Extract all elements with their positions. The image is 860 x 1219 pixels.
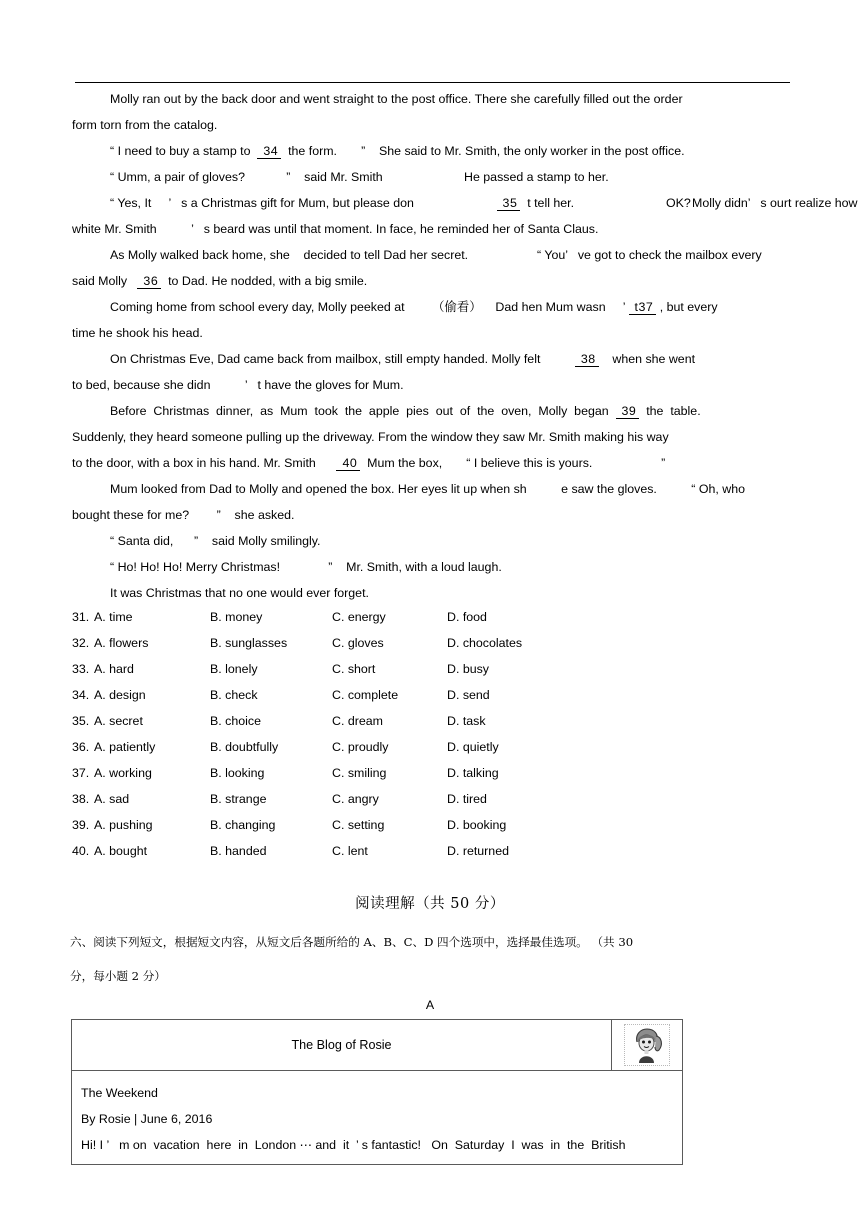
passage-text: to the door, with a box in his hand. Mr. Smith	[72, 456, 337, 470]
section-instructions-line-2: 分，每小题 2 分）	[70, 969, 166, 983]
option-choice-a[interactable]: A. working	[94, 766, 152, 780]
passage-text: time he shook his head.	[72, 326, 203, 340]
blog-table-header-row	[72, 1020, 682, 1071]
answer-blank-40[interactable]: 40	[336, 456, 360, 471]
passage-line	[72, 450, 794, 476]
option-choice-c[interactable]: C. complete	[332, 688, 399, 702]
answer-blank-34[interactable]: 34	[257, 144, 281, 159]
passage-overlay-text: OK?	[666, 196, 691, 210]
passage-line	[72, 424, 794, 450]
passage-line	[72, 398, 794, 424]
option-choice-c[interactable]: C. proudly	[332, 740, 389, 754]
option-choice-b[interactable]: B. looking	[210, 766, 265, 780]
option-number: 35.	[72, 714, 90, 728]
passage-text: t tell her.	[520, 196, 575, 210]
reading-passage-label: A	[425, 998, 435, 1012]
option-row	[72, 812, 632, 838]
option-choice-c[interactable]: C. dream	[332, 714, 383, 728]
blog-post-body	[72, 1071, 682, 1164]
option-choice-d[interactable]: D. tired	[447, 792, 487, 806]
option-row	[72, 838, 632, 864]
option-choice-c[interactable]: C. energy	[332, 610, 386, 624]
blog-post-title: The Weekend	[81, 1086, 158, 1100]
option-choice-b[interactable]: B. strange	[210, 792, 267, 806]
passage-text: the table.	[639, 404, 701, 418]
avatar	[624, 1024, 670, 1066]
passage-line	[72, 320, 794, 346]
section-title: 阅读理解（共 50 分）	[355, 896, 505, 912]
cloze-passage	[72, 86, 858, 606]
answer-blank-t37[interactable]: t37	[629, 300, 657, 315]
passage-text: form torn from the catalog.	[72, 118, 218, 132]
blog-title-cell	[72, 1020, 612, 1070]
answer-blank-39[interactable]: 39	[616, 404, 640, 419]
option-choice-d[interactable]: D. chocolates	[447, 636, 523, 650]
passage-text: Molly ran out by the back door and went straight to the post office. There she carefully filled out the order	[110, 92, 683, 106]
answer-blank-36[interactable]: 36	[137, 274, 161, 289]
option-choice-c[interactable]: C. short	[332, 662, 376, 676]
passage-text: Suddenly, they heard someone pulling up the driveway. From the window they saw Mr. Smith making his way	[72, 430, 669, 444]
option-choice-a[interactable]: A. bought	[94, 844, 148, 858]
passage-text: “ Umm, a pair of gloves? ” said Mr. Smith	[110, 170, 383, 184]
passage-text: “ Yes, It ’ s a Christmas gift for Mum, but please don	[110, 196, 497, 210]
option-choice-d[interactable]: D. task	[447, 714, 486, 728]
answer-blank-38[interactable]: 38	[575, 352, 599, 367]
passage-text: the form. ” She said to Mr. Smith, the only worker in the post office.	[281, 144, 685, 158]
passage-text: to bed, because she didn ’ t have the gloves for Mum.	[72, 378, 404, 392]
passage-line	[72, 190, 858, 216]
passage-line	[72, 242, 794, 268]
blog-table	[71, 1019, 683, 1165]
passage-line	[72, 268, 794, 294]
option-row	[72, 630, 632, 656]
option-choice-b[interactable]: B. handed	[210, 844, 267, 858]
passage-text: Mum the box, “ I believe this is yours. ”	[360, 456, 666, 470]
option-row	[72, 708, 632, 734]
option-choice-d[interactable]: D. send	[447, 688, 490, 702]
passage-text: when she went	[598, 352, 696, 366]
passage-line	[72, 554, 794, 580]
option-number: 34.	[72, 688, 90, 702]
option-row	[72, 604, 632, 630]
option-number: 40.	[72, 844, 90, 858]
option-row	[72, 656, 632, 682]
option-choice-a[interactable]: A. secret	[94, 714, 143, 728]
option-choice-c[interactable]: C. setting	[332, 818, 385, 832]
multiple-choice-options-list	[72, 604, 632, 864]
passage-text: Mum looked from Dad to Molly and opened the box. Her eyes lit up when sh e saw the gloves. “ Oh, who	[110, 482, 745, 496]
option-choice-a[interactable]: A. patiently	[94, 740, 156, 754]
passage-text: “ I need to buy a stamp to	[110, 144, 258, 158]
option-choice-c[interactable]: C. gloves	[332, 636, 384, 650]
passage-overlay-text: Molly didn’ s ourt realize how	[692, 196, 858, 210]
option-number: 31.	[72, 610, 90, 624]
section-instructions	[70, 925, 792, 993]
answer-blank-35[interactable]: 35	[497, 196, 521, 211]
option-choice-a[interactable]: A. design	[94, 688, 146, 702]
section-instructions-line-1: 六、阅读下列短文，根据短文内容，从短文后各题所给的 A、B、C、D 四个选项中，选择最佳选项。 （共 30	[70, 935, 634, 949]
blog-avatar-cell	[612, 1020, 682, 1070]
passage-line	[72, 528, 794, 554]
passage-line	[72, 346, 794, 372]
passage-line	[72, 580, 794, 606]
girl-avatar-icon	[630, 1027, 664, 1063]
option-choice-d[interactable]: D. busy	[447, 662, 490, 676]
option-row	[72, 760, 632, 786]
option-choice-d[interactable]: D. booking	[447, 818, 507, 832]
passage-text: It was Christmas that no one would ever forget.	[110, 586, 369, 600]
option-number: 37.	[72, 766, 90, 780]
option-choice-b[interactable]: B. lonely	[210, 662, 258, 676]
passage-line	[72, 138, 794, 164]
option-choice-c[interactable]: C. lent	[332, 844, 368, 858]
option-choice-a[interactable]: A. hard	[94, 662, 134, 676]
passage-text: said Molly	[72, 274, 138, 288]
passage-text: Before Christmas dinner, as Mum took the apple pies out of the oven, Molly began	[110, 404, 616, 418]
option-number: 38.	[72, 792, 90, 806]
passage-text: On Christmas Eve, Dad came back from mailbox, still empty handed. Molly felt	[110, 352, 575, 366]
option-number: 39.	[72, 818, 90, 832]
blog-post-byline: By Rosie | June 6, 2016	[81, 1112, 213, 1126]
option-row	[72, 682, 632, 708]
passage-text: Coming home from school every day, Molly peeked at （偷看） Dad hen Mum wasn ’	[110, 300, 629, 314]
passage-text: to Dad. He nodded, with a big smile.	[161, 274, 368, 288]
option-choice-b[interactable]: B. changing	[210, 818, 276, 832]
passage-line	[72, 112, 794, 138]
option-choice-d[interactable]: D. returned	[447, 844, 509, 858]
blog-post-text: Hi! I ’ m on vacation here in London ⋯ and it ’ s fantastic! On Saturday I was in the British	[81, 1138, 626, 1152]
passage-text: “ Ho! Ho! Ho! Merry Christmas! ” Mr. Smith, with a loud laugh.	[110, 560, 502, 574]
option-choice-d[interactable]: D. quietly	[447, 740, 499, 754]
option-number: 36.	[72, 740, 90, 754]
passage-line	[72, 372, 794, 398]
passage-text: As Molly walked back home, she decided to tell Dad her secret. “ You’ ve got to check the mailbox every	[110, 248, 762, 262]
option-choice-b[interactable]: B. sunglasses	[210, 636, 288, 650]
option-row	[72, 786, 632, 812]
passage-text: bought these for me? ” she asked.	[72, 508, 295, 522]
option-choice-b[interactable]: B. money	[210, 610, 263, 624]
option-choice-b[interactable]: B. check	[210, 688, 258, 702]
header-horizontal-rule	[75, 82, 790, 83]
option-choice-a[interactable]: A. time	[94, 610, 133, 624]
passage-line	[72, 294, 794, 320]
passage-text: “ Santa did, ” said Molly smilingly.	[110, 534, 321, 548]
option-choice-d[interactable]: D. food	[447, 610, 487, 624]
passage-text: white Mr. Smith ’ s beard was until that moment. In face, he reminded her of Santa Claus.	[72, 222, 599, 236]
option-choice-a[interactable]: A. sad	[94, 792, 130, 806]
passage-text: , but every	[656, 300, 718, 314]
blog-title-text: The Blog of Rosie	[291, 1038, 392, 1052]
option-number: 33.	[72, 662, 90, 676]
passage-line	[72, 86, 794, 112]
option-row	[72, 734, 632, 760]
option-choice-b[interactable]: B. doubtfully	[210, 740, 279, 754]
passage-line	[72, 476, 794, 502]
passage-line	[72, 502, 794, 528]
option-number: 32.	[72, 636, 90, 650]
option-choice-c[interactable]: C. smiling	[332, 766, 387, 780]
passage-line	[72, 164, 794, 190]
option-choice-a[interactable]: A. flowers	[94, 636, 149, 650]
option-choice-c[interactable]: C. angry	[332, 792, 379, 806]
option-choice-b[interactable]: B. choice	[210, 714, 261, 728]
passage-line	[72, 216, 794, 242]
option-choice-d[interactable]: D. talking	[447, 766, 499, 780]
passage-overlay-text: He passed a stamp to her.	[464, 170, 609, 184]
option-choice-a[interactable]: A. pushing	[94, 818, 153, 832]
